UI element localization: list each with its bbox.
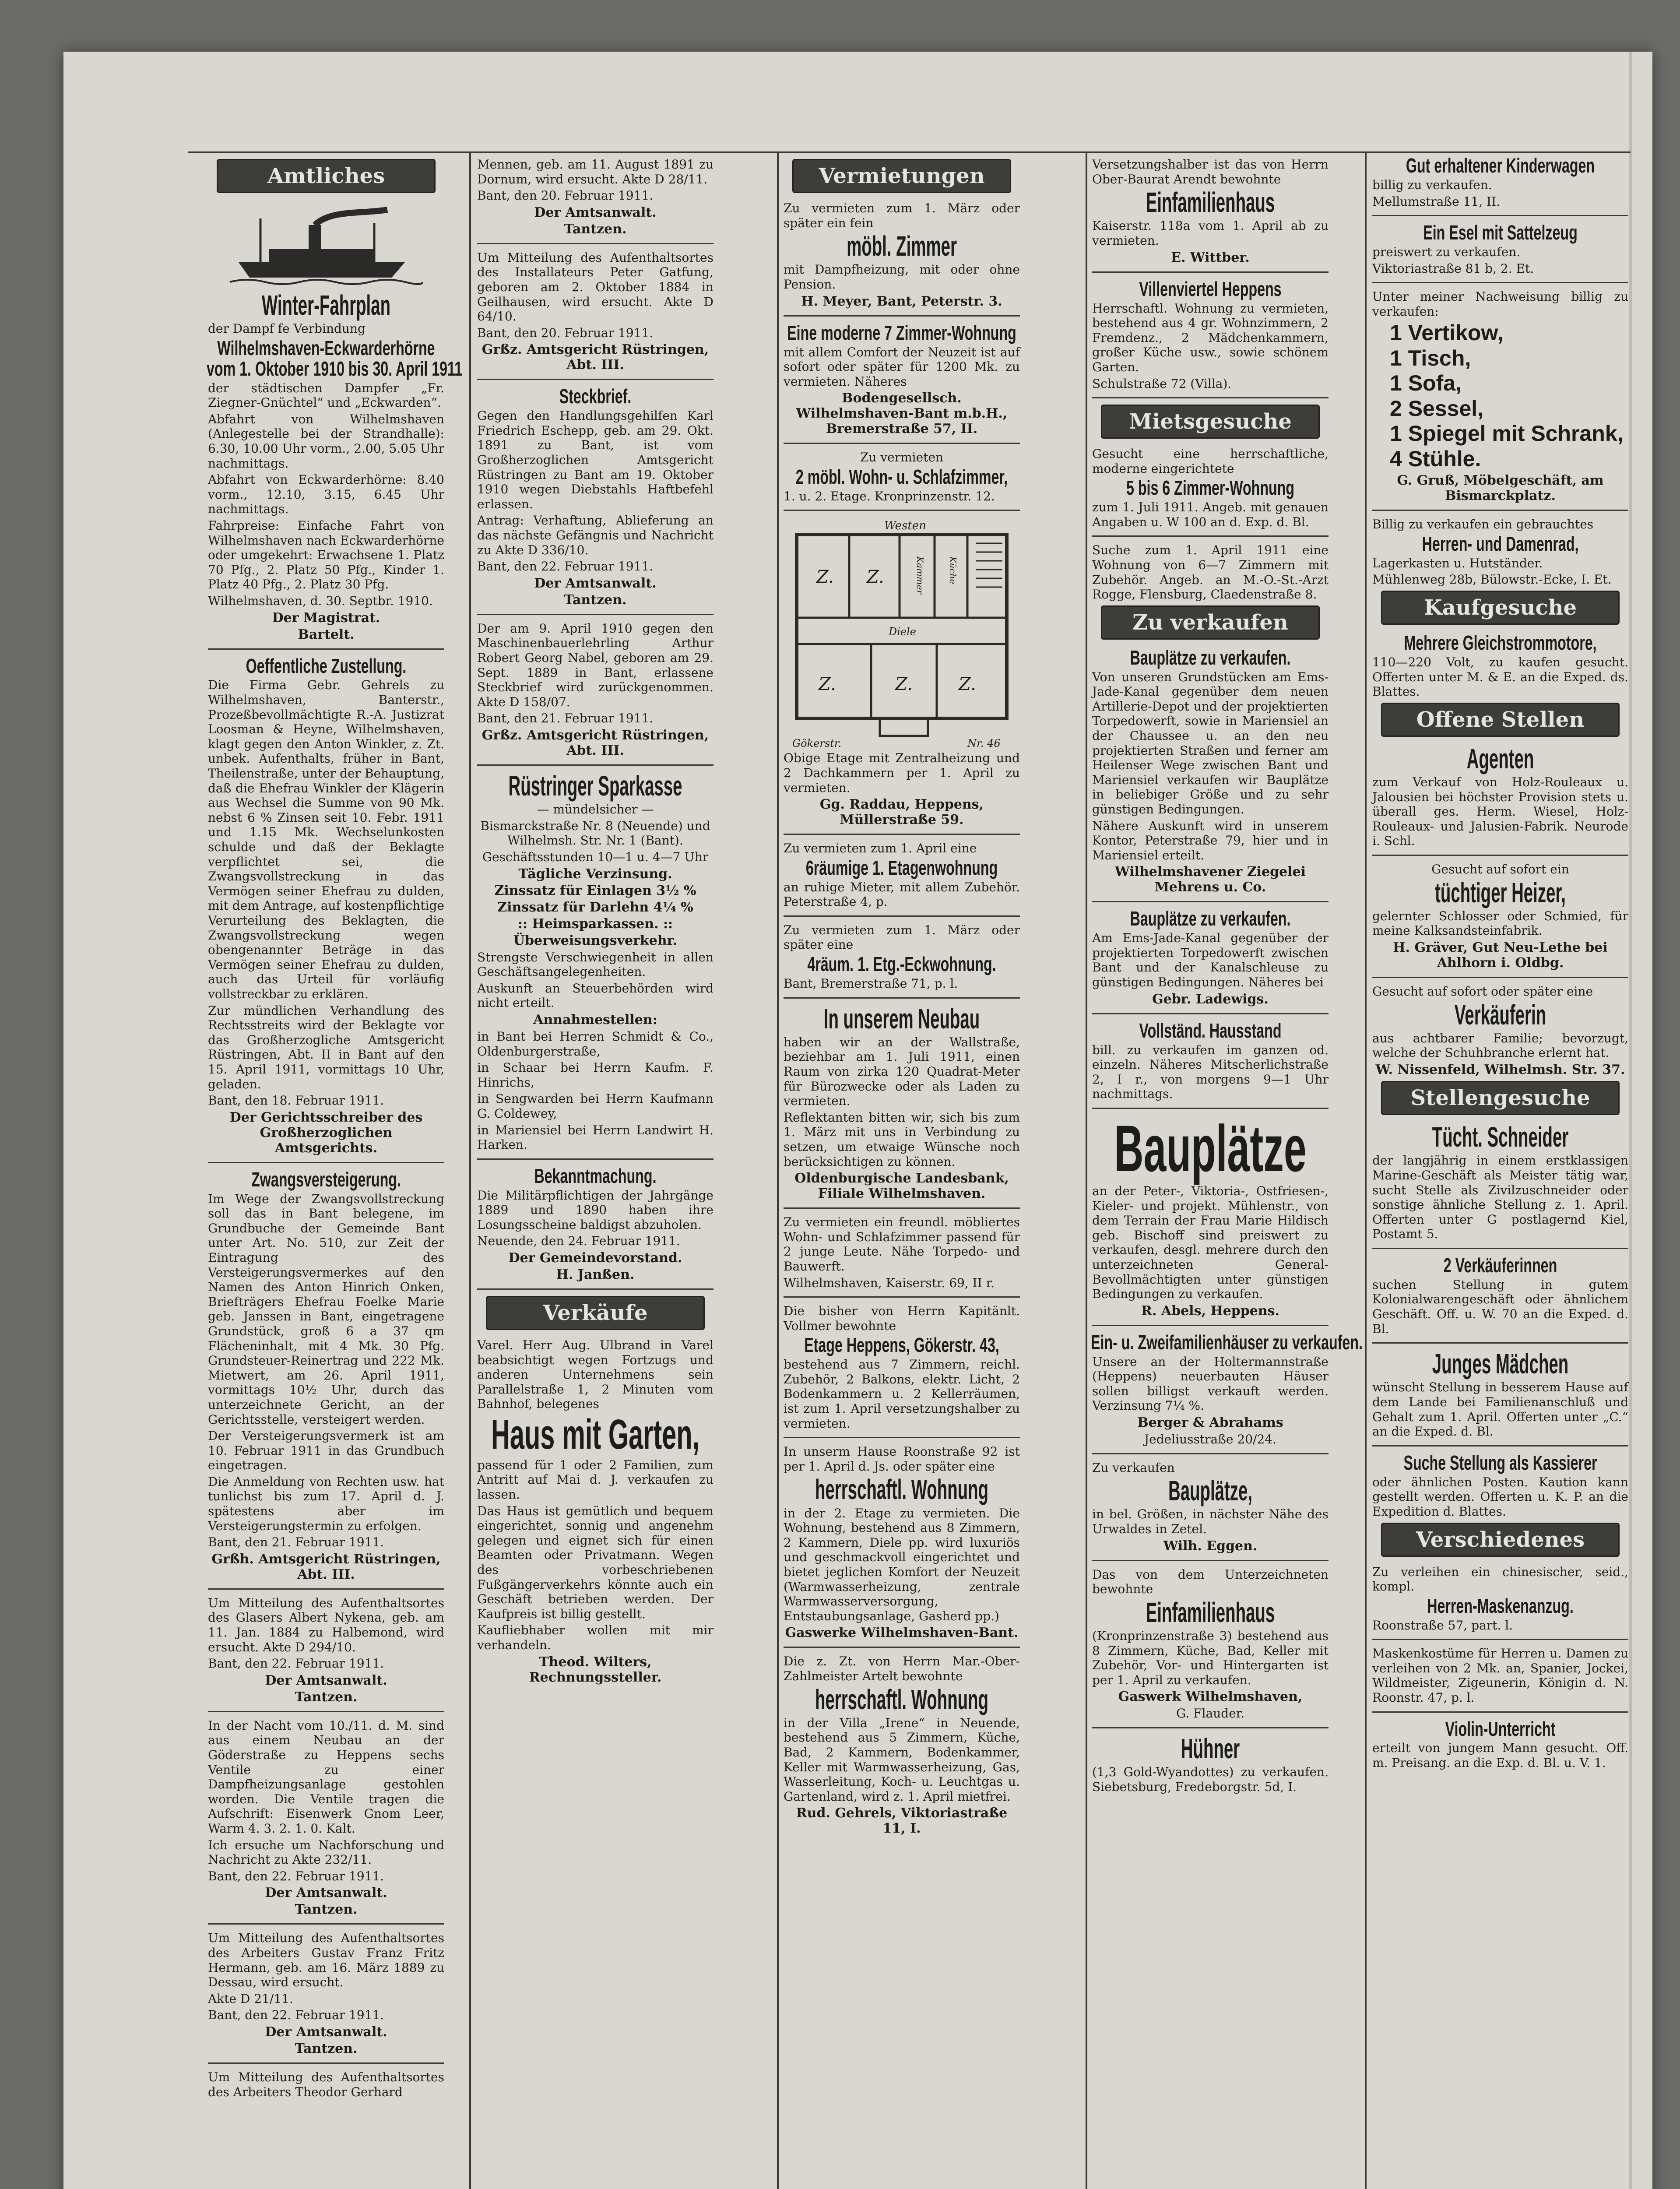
body-text: Am Ems-Jade-Kanal gegenüber der projektierten Torpedowerft zwischen Bant und der Kanalschleuse zu günstigen Bedingungen. Näheres bei <box>1092 931 1329 990</box>
divider <box>1372 1711 1628 1713</box>
signature-line: Gaswerk Wilhelmshaven, <box>1118 1689 1303 1705</box>
ad-subheadline: Herren- und Damenrad, <box>1422 532 1579 555</box>
body-text: suchen Stellung in gutem Kolonialwarengeschäft oder ähnlichem Geschäft. Off. u. W. 70 an die Exped. d. Bl. <box>1372 1277 1628 1336</box>
divider <box>477 243 713 244</box>
section-heading: Verkäufe <box>486 1296 705 1330</box>
signature-line: Tantzen. <box>564 221 627 237</box>
body-text: der städtischen Dampfer „Fr. Ziegner-Gnüchtel“ und „Eckwarden“. <box>208 380 444 410</box>
divider <box>1372 977 1628 978</box>
body-text: Die Anmeldung von Rechten usw. hat tunlichst bis zum 17. April d. J. spätestens aber im Versteigerungstermin zu erfolgen. <box>208 1474 444 1533</box>
body-text: Bant, den 21. Februar 1911. <box>477 711 654 726</box>
signature-line: Annahmestellen: <box>533 1012 657 1028</box>
svg-text:Z.: Z. <box>959 674 976 695</box>
divider <box>784 1437 1020 1438</box>
column-4 <box>1091 155 1363 2189</box>
signature-line: Grßh. Amtsgericht Rüstringen, Abt. III. <box>211 1551 441 1582</box>
signature-line: Theod. Wilters, Rechnungssteller. <box>529 1654 662 1685</box>
body-text: Suche zum 1. April 1911 eine Wohnung von 6—7 Zimmern mit Zubehör. Angeb. an M.-O.-St.-Arzt Rogge, Flensburg, Claedenstraße 8. <box>1092 543 1329 602</box>
ad-subheadline: 2 möbl. Wohn- u. Schlafzimmer, <box>795 465 1008 488</box>
body-text: In der Nacht vom 10./11. d. M. sind aus einem Neubau an der Göderstraße zu Heppens sechs Ventile zu einer Dampfheizungsanlage gestohlen worden. Die Ventile tragen die Aufschrift: Eisenwerk Gnom Leer, Warm 4. 3. 2. 1. 0. Kalt. <box>208 1718 444 1836</box>
body-text: In unserm Hause Roonstraße 92 ist per 1. April d. Js. oder später eine <box>784 1444 1020 1474</box>
body-text: Von unseren Grundstücken am Ems-Jade-Kanal gegenüber dem neuen Artillerie-Depot und der projektierten Torpedowerft, sowie in Mariensiel an der Chaussee u. an den neu projektierten Straßen und ferner am Heilenser Wege zwischen Bant und Mariensiel verkaufen wir Bauplätze in beliebiger Größe und zu sehr günstigen Bedingungen. <box>1092 669 1329 817</box>
body-text: bestehend aus 7 Zimmern, reichl. Zubehör, 2 Balkons, elektr. Licht, 2 Bodenkammern u. 2 Kellerräumen, ist zum 1. April versetzungshalber zu vermieten. <box>784 1357 1020 1431</box>
body-text: Abfahrt von Wilhelmshaven (Anlegestelle bei der Strandhalle): 6.30, 10.00 Uhr vorm., 2.00, 5.05 Uhr nachmittags. <box>208 412 444 471</box>
signature-line: Tägliche Verzinsung. <box>518 866 672 882</box>
body-text: Die z. Zt. von Herrn Mar.-Ober-Zahlmeister Artelt bewohnte <box>784 1654 1020 1684</box>
divider <box>1372 1342 1628 1344</box>
ad-headline: herrschaftl. Wohnung <box>815 1474 989 1506</box>
signature-line: Zinssatz für Einlagen 3½ % <box>494 883 696 898</box>
plan-label-k2: Küche <box>948 556 958 584</box>
body-text: Versetzungshalber ist das von Herrn Ober-Baurat Arendt bewohnte <box>1092 157 1329 187</box>
body-text: Viktoriastraße 81 b, 2. Et. <box>1372 261 1534 276</box>
divider <box>1372 215 1628 216</box>
signature-line: H. Janßen. <box>556 1267 635 1282</box>
divider <box>1092 1727 1329 1728</box>
ad-headline: Junges Mädchen <box>1432 1348 1569 1380</box>
body-text: wünscht Stellung in besserem Hause auf dem Lande bei Familienanschluß und Gehalt zum 1. April. Offerten unter „C.“ an die Exped. d. Bl. <box>1372 1380 1628 1439</box>
section-heading: Verschiedenes <box>1381 1523 1620 1557</box>
section-heading: Stellengesuche <box>1381 1081 1620 1115</box>
body-text: Der am 9. April 1910 gegen den Maschinenbauerlehrling Arthur Robert Georg Nabel, geboren am 29. Sept. 1889 in Bant, erlassene Steckbrief wird zurückgenommen. Akte D 158/07. <box>477 621 713 709</box>
body-text: Bant, den 20. Februar 1911. <box>477 325 654 340</box>
page-fold <box>1629 52 1632 2189</box>
body-text: in der 2. Etage zu vermieten. Die Wohnung, bestehend aus 8 Zimmern, 2 Kammern, Diele pp. wird luxuriös und geschmackvoll eingerichtet und bietet jeglichen Komfort der Neuzeit (Warmwasserheizung, zentrale Warmwasserversorgung, Entstaubungsanlage, Gasherd pp.) <box>784 1506 1020 1623</box>
body-text: Gesucht auf sofort ein <box>1431 862 1569 876</box>
body-text: zum 1. Juli 1911. Angeb. mit genauen Angaben u. W 100 an d. Exp. d. Bl. <box>1092 500 1329 529</box>
ad-subheadline: Ein Esel mit Sattelzeug <box>1423 221 1578 244</box>
body-text: Die bisher von Herrn Kapitänlt. Vollmer bewohnte <box>784 1304 1020 1333</box>
body-text: Bant, den 22. Februar 1911. <box>208 2008 384 2023</box>
divider <box>1092 1453 1329 1454</box>
body-text: Zur mündlichen Verhandlung des Rechtsstreits wird der Beklagte vor das Großherzogliche Amtsgericht Rüstringen, Abt. II in Bant auf den 15. April 1911, vormittags 10 Uhr, geladen. <box>208 1003 444 1091</box>
body-text: aus achtbarer Familie; bevorzugt, welche der Schuhbranche erlernt hat. <box>1372 1031 1628 1060</box>
body-text: Das von dem Unterzeichneten bewohnte <box>1092 1567 1329 1597</box>
signature-line: Der Amtsanwalt. <box>265 1672 387 1688</box>
body-text: Zu vermieten zum 1. März oder später eine <box>784 922 1020 952</box>
column-rule <box>777 153 779 2189</box>
body-text: Bant, Bremerstraße 71, p. l. <box>784 976 958 991</box>
body-text: Abfahrt von Eckwarderhörne: 8.40 vorm., 12.10, 3.15, 6.45 Uhr nachmittags. <box>208 472 444 517</box>
body-text: Unsere an der Holtermannstraße (Heppens) neuerbauten Häuser sollen billigst verkauft werden. Verzinsung 7¼ %. <box>1092 1354 1329 1413</box>
ad-headline-large: Haus mit Garten, <box>491 1411 700 1458</box>
body-text: Gegen den Handlungsgehilfen Karl Friedrich Eschepp, geb. am 29. Okt. 1891 zu Bant, ist vom Großherzoglichen Amtsgericht Rüstringen zu Bant am 19. Oktober 1910 wegen Diebstahls Haftbefehl erlassen. <box>477 408 713 511</box>
signature-line: Oldenburgische Landesbank, Filiale Wilhelmshaven. <box>794 1171 1009 1202</box>
ad-subheadline: Steckbrief. <box>559 385 632 408</box>
ad-subheadline: 4räum. 1. Etg.-Eckwohnung. <box>807 953 996 976</box>
body-text: — mündelsicher — <box>537 802 654 817</box>
body-text: Der Versteigerungsvermerk ist am 10. Februar 1911 in das Grundbuch eingetragen. <box>208 1429 444 1473</box>
ad-subheadline: Mehrere Gleichstrommotore, <box>1404 631 1597 655</box>
signature-line: Der Gerichtsschreiber des Großherzoglichen Amtsgerichts. <box>229 1109 423 1156</box>
divider <box>208 648 444 650</box>
divider <box>477 379 713 380</box>
body-text: Herrschaftl. Wohnung zu vermieten, bestehend aus 4 gr. Wohnzimmern, 2 Fremdenz., 2 Mädchenkammern, großer Küche usw., sowie schönem Garten. <box>1092 301 1329 374</box>
divider <box>784 997 1020 999</box>
signature-line: H. Gräver, Gut Neu-Lethe bei Ahlhorn i. Oldbg. <box>1393 940 1608 971</box>
ad-headline: Winter-Fahrplan <box>261 289 391 321</box>
body-text: Varel. Herr Aug. Ulbrand in Varel beabsichtigt wegen Fortzugs und anderen Unternehmens sein Parallelstraße 1, 2 Minuten vom Bahnhof, belegenes <box>477 1337 713 1411</box>
body-text: Mennen, geb. am 11. August 1891 zu Dornum, wird ersucht. Akte D 28/11. <box>477 157 713 187</box>
body-text: an ruhige Mieter, mit allem Zubehör. Peterstraße 4, p. <box>784 880 1020 909</box>
divider <box>784 443 1020 444</box>
ad-subheadline: Herren-Maskenanzug. <box>1427 1594 1574 1617</box>
body-text: in Mariensiel bei Herrn Landwirt H. Harken. <box>477 1123 713 1152</box>
signature-line: Rud. Gehrels, Viktoriastraße 11, I. <box>796 1805 1008 1837</box>
ad-subheadline: Wilhelmshaven-Eckwarderhörne <box>217 336 435 359</box>
body-text: Kaufliebhaber wollen mit mir verhandeln. <box>477 1623 713 1652</box>
divider <box>1092 901 1329 902</box>
plan-label-street: Gökerstr. <box>792 737 842 750</box>
divider <box>784 834 1020 835</box>
column-1 <box>207 155 463 2189</box>
body-text: 1. u. 2. Etage. Kronprinzenstr. 12. <box>784 489 995 503</box>
floor-plan <box>784 517 1020 749</box>
body-text: Mühlenweg 28b, Bülowstr.-Ecke, I. Et. <box>1372 572 1612 587</box>
body-text: Geschäftsstunden 10—1 u. 4—7 Uhr <box>482 849 709 864</box>
plan-label-k1: Kammer <box>915 556 925 595</box>
body-text: Um Mitteilung des Aufenthaltsortes des Arbeiters Gustav Franz Fritz Hermann, geb. am 16. März 1889 zu Dessau, wird ersucht. <box>208 1931 444 1990</box>
ad-headline: Agenten <box>1466 743 1534 774</box>
divider <box>1092 535 1329 537</box>
ad-headline: herrschaftl. Wohnung <box>815 1683 989 1715</box>
body-text: 110—220 Volt, zu kaufen gesucht. Offerten unter M. & E. an die Exped. ds. Blattes. <box>1372 655 1628 699</box>
divider <box>784 915 1020 917</box>
body-text: mit allem Comfort der Neuzeit ist auf sofort oder später für 1200 Mk. zu vermieten. Näheres <box>784 345 1020 389</box>
body-text: Jedeliusstraße 20/24. <box>1144 1432 1277 1446</box>
body-text: der Dampf fe Verbindung <box>208 321 366 336</box>
signature-line: Überweisungsverkehr. <box>513 933 678 948</box>
signature-line: Der Amtsanwalt. <box>265 2024 387 2040</box>
body-text: in bel. Größen, in nächster Nähe des Urwaldes in Zetel. <box>1092 1507 1329 1537</box>
list-item: 2 Sessel, <box>1390 396 1484 421</box>
ad-subheadline: Ein- u. Zweifamilienhäuser zu verkaufen. <box>1091 1330 1363 1354</box>
column-2 <box>477 155 713 2189</box>
body-text: Zu vermieten ein freundl. möbliertes Wohn- und Schlafzimmer passend für 2 junge Leute. Nähe Torpedo- und Bauwerft. <box>784 1215 1020 1274</box>
signature-line: Der Amtsanwalt. <box>534 575 657 591</box>
divider <box>1092 397 1329 398</box>
body-text: Bant, den 21. Februar 1911. <box>208 1535 384 1550</box>
body-text: Bant, den 18. Februar 1911. <box>208 1093 384 1108</box>
body-text: G. Flauder. <box>1176 1706 1244 1721</box>
body-text: Zu vermieten zum 1. April eine <box>784 841 977 856</box>
body-text: Bant, den 22. Februar 1911. <box>208 1869 384 1883</box>
body-text: Gesucht eine herrschaftliche, moderne eingerichtete <box>1092 447 1329 476</box>
signature-line: Gaswerke Wilhelmshaven-Bant. <box>785 1625 1019 1641</box>
ad-subheadline: Oeffentliche Zustellung. <box>246 654 407 677</box>
body-text: an der Peter-, Viktoria-, Ostfriesen-, Kieler- und projekt. Mühlenstr., von dem Terrain der Frau Marie Hildisch geb. Bischoff sind preiswert zu verkaufen, desgl. mehrere durch den unterzeichneten General-Bevollmächtigten unter günstigen Bedingungen zu verkaufen. <box>1092 1183 1329 1302</box>
ad-subheadline: Zwangsversteigerung. <box>251 1168 401 1191</box>
ad-subheadline: Vollständ. Hausstand <box>1139 1019 1282 1042</box>
signature-line: Grßz. Amtsgericht Rüstringen, Abt. III. <box>482 727 709 758</box>
column-rule <box>1365 153 1367 2189</box>
svg-text:Z.: Z. <box>819 674 836 695</box>
body-text: Billig zu verkaufen ein gebrauchtes <box>1372 517 1594 532</box>
divider <box>1092 271 1329 273</box>
body-text: preiswert zu verkaufen. <box>1372 245 1521 259</box>
body-text: Neuende, den 24. Februar 1911. <box>477 1234 680 1249</box>
section-heading: Zu verkaufen <box>1101 605 1320 640</box>
divider <box>208 2062 444 2064</box>
ad-headline: tüchtiger Heizer, <box>1435 876 1566 908</box>
divider <box>784 510 1020 511</box>
divider <box>477 1288 713 1290</box>
body-text: (1,3 Gold-Wyandottes) zu verkaufen. Siebetsburg, Fredeborgstr. 5d, I. <box>1092 1765 1329 1794</box>
ad-subheadline: Villenviertel Heppens <box>1139 277 1282 300</box>
divider <box>1092 1560 1329 1561</box>
body-text: erteilt von jungem Mann gesucht. Off. m. Preisang. an die Exp. d. Bl. u. V. 1. <box>1372 1741 1628 1770</box>
ad-subheadline: 2 Verkäuferinnen <box>1443 1253 1557 1277</box>
list-item: 1 Sofa, <box>1390 371 1462 396</box>
signature-line: Der Magistrat. <box>272 610 380 626</box>
body-text: Zu vermieten <box>860 450 944 465</box>
svg-text:Z.: Z. <box>867 567 884 588</box>
divider <box>477 1158 713 1160</box>
body-text: Auskunft an Steuerbehörden wird nicht erteilt. <box>477 981 713 1010</box>
body-text: zum Verkauf von Holz-Rouleaux u. Jalousien bei höchster Provision stets u. überall ges. Herm. Wiesel, Holz-Rouleaux- und Jalusien-Fabrik. Neurode i. Schl. <box>1372 775 1628 848</box>
body-text: Um Mitteilung des Aufenthaltsortes des Installateurs Peter Gatfung, geboren am 2. Oktober 1884 in Geilhausen, wird ersucht. Akte D 64/10. <box>477 250 713 324</box>
svg-text:Z.: Z. <box>895 674 913 695</box>
divider <box>477 614 713 615</box>
ad-subheadline: 6räumige 1. Etagenwohnung <box>805 856 998 879</box>
body-text: Maskenkostüme für Herren u. Damen zu verleihen von 2 Mk. an, Spanier, Jockei, Wildmeister, Zigeunerin, Königin d. N. Roonstr. 47, p. l. <box>1372 1646 1628 1705</box>
ad-subheadline: Suche Stellung als Kassierer <box>1403 1451 1597 1474</box>
signature-line: Der Gemeindevorstand. <box>508 1250 682 1266</box>
divider <box>1092 1325 1329 1326</box>
signature-line: Tantzen. <box>295 1689 358 1705</box>
plan-label-north: Westen <box>884 519 926 533</box>
signature-line: :: Heimsparkassen. :: <box>517 916 673 932</box>
body-text: Zu verkaufen <box>1092 1460 1175 1475</box>
signature-line: Tantzen. <box>295 1902 358 1918</box>
column-rule <box>469 153 471 2189</box>
signature-line: Wilh. Eggen. <box>1163 1538 1258 1554</box>
list-item: 1 Spiegel mit Schrank, <box>1390 421 1624 446</box>
body-text: Roonstraße 57, part. l. <box>1372 1618 1513 1633</box>
divider <box>208 1588 444 1590</box>
ad-subheadline: Eine moderne 7 Zimmer-Wohnung <box>787 321 1016 344</box>
divider <box>784 315 1020 317</box>
list-item: 4 Stühle. <box>1390 446 1481 471</box>
body-text: Im Wege der Zwangsvollstreckung soll das in Bant belegene, im Grundbuche der Gemeinde Bant unter Art. No. 510, zur Zeit der Eintragung des Versteigerungsvermerkes auf den Namen des Anton Hinrich Onken, Briefträgers Ehefrau Foelke Marie geb. Janssen in Bant, eingetragene Grundstück, groß 6 a 37 qm Flächeninhalt, mit 4 Mk. 30 Pfg. Grundsteuer-Reinertrag und 222 Mk. Mietwert, am 26. April 1911, vormittags 10½ Uhr, durch das unterzeichnete Gericht, an der Gerichtsstelle, versteigert werden. <box>208 1191 444 1427</box>
ad-headline: möbl. Zimmer <box>847 230 957 262</box>
body-text: gelernter Schlosser oder Schmied, für meine Kalksandsteinfabrik. <box>1372 908 1628 938</box>
body-text: Gesucht auf sofort oder später eine <box>1372 984 1593 999</box>
section-heading: Vermietungen <box>792 159 1011 193</box>
body-text: Akte D 21/11. <box>208 1991 293 2006</box>
signature-line: Berger & Abrahams <box>1137 1415 1283 1430</box>
divider <box>208 1923 444 1925</box>
body-text: in Sengwarden bei Herrn Kaufmann G. Coldewey, <box>477 1091 713 1121</box>
ad-headline: Einfamilienhaus <box>1146 187 1275 218</box>
divider <box>1092 1108 1329 1109</box>
divider <box>477 764 713 766</box>
ad-subheadline: Bauplätze zu verkaufen. <box>1130 646 1291 669</box>
svg-text:Z.: Z. <box>816 567 834 588</box>
body-text: billig zu verkaufen. <box>1372 177 1492 192</box>
divider <box>784 1207 1020 1209</box>
body-text: Strengste Verschwiegenheit in allen Geschäftsangelegenheiten. <box>477 950 713 979</box>
ad-headline: In unserem Neubau <box>823 1003 980 1035</box>
body-text: Ich ersuche um Nachforschung und Nachricht zu Akte 232/11. <box>208 1837 444 1867</box>
body-text: (Kronprinzenstraße 3) bestehend aus 8 Zimmern, Küche, Bad, Keller mit Zubehör, Vor- und Hintergarten ist per 1. April zu verkaufen. <box>1092 1629 1329 1687</box>
body-text: Wilhelmshaven, Kaiserstr. 69, II r. <box>784 1275 995 1290</box>
body-text: Bismarckstraße Nr. 8 (Neuende) und Wilhelmsh. Str. Nr. 1 (Bant). <box>480 818 710 848</box>
signature-line: Der Amtsanwalt. <box>534 204 657 220</box>
ad-subheadline: Bauplätze zu verkaufen. <box>1130 907 1291 930</box>
signature-line: Gg. Raddau, Heppens, Müllerstraße 59. <box>819 797 984 828</box>
signature-line: Grßz. Amtsgericht Rüstringen, Abt. III. <box>482 342 709 373</box>
ad-subheadline: Violin-Unterricht <box>1445 1717 1556 1740</box>
section-heading: Mietsgesuche <box>1101 405 1320 439</box>
divider <box>1372 1445 1628 1446</box>
top-rule <box>188 151 1631 153</box>
body-text: Das Haus ist gemütlich und bequem eingerichtet, sonnig und angenehm gelegen und eignet sich für einen Beamten oder Privatmann. Wegen des vorbeschriebenen Fußgängerverkehrs könnte auch ein Geschäft betrieben werden. Der Kaufpreis ist billig gestellt. <box>477 1503 713 1621</box>
body-text: Fahrpreise: Einfache Fahrt von Wilhelmshaven nach Eckwarderhörne oder umgekehrt: Erwachsene 1. Platz 70 Pfg., 2. Platz 50 Pfg., Kinder 1. Platz 40 Pfg., 2. Platz 30 Pfg. <box>208 518 444 592</box>
list-item: 1 Vertikow, <box>1390 320 1504 345</box>
body-text: Um Mitteilung des Aufenthaltsortes des Glasers Albert Nykena, geb. am 11. Jan. 1884 zu Halbemond, wird ersucht. Akte D 294/10. <box>208 1595 444 1654</box>
body-text: Zu vermieten zum 1. März oder später ein fein <box>784 201 1020 230</box>
signature-line: W. Nissenfeld, Wilhelmsh. Str. 37. <box>1375 1062 1625 1078</box>
body-text: Zu verleihen ein chinesischer, seid., kompl. <box>1372 1564 1628 1594</box>
signature-line: Tantzen. <box>295 2041 358 2056</box>
body-text: Nähere Auskunft wird in unserem Kontor, Peterstraße 79, hier und in Mariensiel erteilt. <box>1092 818 1329 862</box>
ad-headline: Tücht. Schneider <box>1432 1121 1569 1153</box>
ad-subheadline: Etage Heppens, Gökerstr. 43, <box>804 1334 999 1357</box>
ad-headline: Bauplätze, <box>1168 1475 1253 1507</box>
divider <box>1372 282 1628 283</box>
signature-line: Der Amtsanwalt. <box>265 1885 387 1901</box>
signature-line: Bodengesellsch. Wilhelmshaven-Bant m.b.H., Bremerstraße 57, II. <box>796 391 1008 437</box>
signature-line: H. Meyer, Bant, Peterstr. 3. <box>801 293 1002 309</box>
body-text: Obige Etage mit Zentralheizung und 2 Dachkammern per 1. April zu vermieten. <box>784 751 1020 795</box>
divider <box>208 1711 444 1712</box>
body-text: mit Dampfheizung, mit oder ohne Pension. <box>784 262 1020 292</box>
body-text: Antrag: Verhaftung, Ablieferung an das nächste Gefängnis und Nachricht zu Akte D 336/10. <box>477 513 713 557</box>
divider <box>1372 1639 1628 1640</box>
body-text: Bant, den 22. Februar 1911. <box>208 1656 384 1671</box>
body-text: in Schaar bei Herrn Kaufm. F. Hinrichs, <box>477 1060 713 1090</box>
body-text: Um Mitteilung des Aufenthaltsortes des Arbeiters Theodor Gerhard <box>208 2069 444 2099</box>
body-text: bill. zu verkaufen im ganzen od. einzeln. Näheres Mitscherlichstraße 2, I r., von morgens 9—1 Uhr nachmittags. <box>1092 1042 1329 1102</box>
list-item: 1 Tisch, <box>1390 345 1471 370</box>
body-text: Lagerkasten u. Hutständer. <box>1372 556 1543 570</box>
steamship-icon <box>230 201 422 289</box>
section-heading: Kaufgesuche <box>1381 591 1620 625</box>
body-text: Bant, den 22. Februar 1911. <box>477 559 654 574</box>
signature-line: Tantzen. <box>564 592 627 608</box>
column-3 <box>784 155 1020 2189</box>
body-text: passend für 1 oder 2 Familien, zum Antritt auf Mai d. J. verkaufen zu lassen. <box>477 1457 713 1502</box>
section-heading: Amtliches <box>217 159 436 193</box>
ad-headline: Rüstringer Sparkasse <box>508 770 682 802</box>
signature-line: Gebr. Ladewigs. <box>1152 991 1269 1007</box>
body-text: Wilhelmshaven, d. 30. Septbr. 1910. <box>208 593 433 608</box>
body-text: Die Firma Gebr. Gehrels zu Wilhelmshaven, Banterstr., Prozeßbevollmächtigte R.-A. Justizrat Loosman & Heyne, Wilhelmshaven, klagt gegen den Anton Winkler, z. Zt. unbek. Aufenthalts, früher in Bant, Theilenstraße, unter der Behauptung, daß die Ehefrau Winkler der Klägerin aus Wechsel die Summe von 90 Mk. nebst 6 % Zinsen seit 10. Febr. 1911 und 1.15 Mk. Wechselunkosten schulde und daß der Beklagte verpflichtet sei, die Zwangsvollstreckung in das Vermögen seiner Ehefrau zu dulden, mit dem Antrage, auf kostenpflichtige Verurteilung des Beklagten, die Zwangsvollstreckung wegen obengenannter Beträge in das Vermögen seiner Ehefrau zu dulden, auch das Urteil für vorläufig vollstreckbar zu erklären. <box>208 678 444 1001</box>
body-text: in der Villa „Irene“ in Neuende, bestehend aus 5 Zimmern, Küche, Bad, 2 Kammern, Bodenkammer, Keller mit Warmwasserheizung, Gas, Wasserleitung, Koch- u. Leuchtgas u. Gartenland, wird z. 1. April mietfrei. <box>784 1715 1020 1804</box>
body-text: haben wir an der Wallstraße, beziehbar am 1. Juli 1911, einen Raum von zirka 120 Quadrat-Meter für Bürozwecke oder als Laden zu vermieten. <box>784 1035 1020 1109</box>
ad-headline: Verkäuferin <box>1454 999 1546 1031</box>
signature-line: Zinssatz für Darlehn 4¼ % <box>497 899 693 915</box>
divider <box>208 1162 444 1163</box>
section-heading: Offene Stellen <box>1381 703 1620 737</box>
ad-headline-xlarge: Bauplätze <box>1114 1111 1307 1185</box>
ad-subheadline: Bekanntmachung. <box>534 1164 657 1187</box>
signature-line: Wilhelmshavener Ziegelei Mehrens u. Co. <box>1114 864 1306 895</box>
body-text: Kaiserstr. 118a vom 1. April ab zu vermieten. <box>1092 218 1329 248</box>
ad-subheadline: Gut erhaltener Kinderwagen <box>1406 154 1595 177</box>
signature-line: Bartelt. <box>298 626 355 642</box>
signature-line: E. Wittber. <box>1171 250 1250 265</box>
signature-line: G. Gruß, Möbelgeschäft, am Bismarckplatz. <box>1397 473 1604 504</box>
divider <box>1372 1248 1628 1249</box>
ad-headline: Einfamilienhaus <box>1146 1596 1275 1628</box>
divider <box>1372 510 1628 511</box>
body-text: Bant, den 20. Februar 1911. <box>477 188 654 203</box>
ad-subheadline: 5 bis 6 Zimmer-Wohnung <box>1126 476 1295 500</box>
body-text: Schulstraße 72 (Villa). <box>1092 376 1232 391</box>
body-text: Reflektanten bitten wir, sich bis zum 1. März mit uns in Verbindung zu setzen, um etwaige Wünsche noch berücksichtigen zu können. <box>784 1110 1020 1169</box>
body-text: Mellumstraße 11, II. <box>1372 194 1501 209</box>
divider <box>784 1296 1020 1298</box>
plan-label-nr: Nr. 46 <box>967 737 1001 750</box>
divider <box>1372 855 1628 856</box>
body-text: Unter meiner Nachweisung billig zu verkaufen: <box>1372 289 1628 319</box>
furniture-list <box>1372 320 1628 472</box>
divider <box>1092 1013 1329 1014</box>
divider <box>784 1647 1020 1648</box>
signature-line: R. Abels, Heppens. <box>1141 1303 1279 1319</box>
body-text: Die Militärpflichtigen der Jahrgänge 1889 und 1890 haben ihre Losungsscheine baldigst abzuholen. <box>477 1188 713 1232</box>
ad-subheadline: vom 1. Oktober 1910 bis 30. April 1911 <box>207 357 463 380</box>
body-text: der langjährig in einem erstklassigen Marine-Geschäft als Meister tätig war, sucht Stelle als Zivilzuschneider oder sonstige ähnliche Stellung z. 1. April. Offerten unter G postlagernd Kiel, Postamt 5. <box>1372 1153 1628 1242</box>
column-5 <box>1372 155 1628 2189</box>
body-text: in Bant bei Herren Schmidt & Co., Oldenburgerstraße, <box>477 1029 713 1059</box>
ad-headline: Hühner <box>1181 1733 1240 1765</box>
body-text: oder ähnlichen Posten. Kaution kann gestellt werden. Offerten u. K. P. an die Expedition d. Blattes. <box>1372 1475 1628 1519</box>
plan-label-diele: Diele <box>889 626 916 638</box>
